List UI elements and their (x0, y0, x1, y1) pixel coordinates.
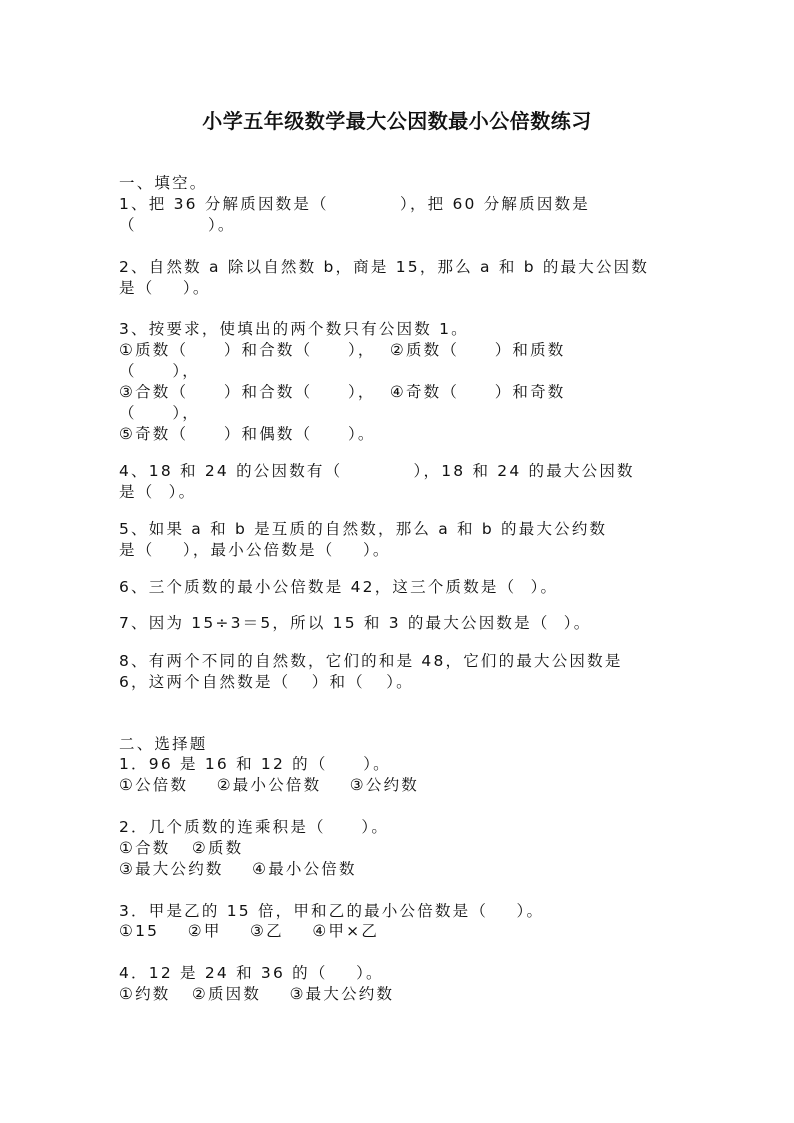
page-title: 小学五年级数学最大公因数最小公倍数练习 (202, 109, 592, 133)
text-line-c3-line1: 3．甲是乙的 15 倍，甲和乙的最小公倍数是（ ）。 (119, 902, 545, 920)
text-line-q3-line5: （ ）， (119, 404, 200, 422)
text-line-q3-line2: ①质数（ ）和合数（ ）， ②质数（ ）和质数 (119, 341, 566, 359)
text-line-q7: 7、因为 15÷3＝5，所以 15 和 3 的最大公因数是（ ）。 (119, 614, 592, 632)
text-line-q6: 6、三个质数的最小公倍数是 42，这三个质数是（ ）。 (119, 578, 559, 596)
text-line-q1-line2: （ ）。 (119, 216, 236, 234)
text-line-q4-line2: 是（ ）。 (119, 483, 197, 501)
text-line-c2-line1: 2．几个质数的连乘积是（ ）。 (119, 818, 390, 836)
text-line-q4-line1: 4、18 和 24 的公因数有（ ），18 和 24 的最大公因数 (119, 462, 635, 480)
text-line-q8-line2: 6，这两个自然数是（ ）和（ ）。 (119, 673, 414, 691)
text-line-q1-line1: 1、把 36 分解质因数是（ ），把 60 分解质因数是 (119, 195, 590, 213)
text-line-q5-line1: 5、如果 a 和 b 是互质的自然数，那么 a 和 b 的最大公约数 (119, 520, 608, 538)
text-line-c2-options2: ③最大公约数 ④最小公倍数 (119, 860, 357, 878)
text-line-q2-line2: 是（ ）。 (119, 279, 211, 297)
text-line-q3-line1: 3、按要求，使填出的两个数只有公因数 1。 (119, 320, 469, 338)
text-line-c2-options1: ①合数 ②质数 (119, 839, 244, 857)
text-line-q5-line2: 是（ ），最小公倍数是（ ）。 (119, 541, 391, 559)
text-line-q3-line6: ⑤奇数（ ）和偶数（ ）。 (119, 425, 376, 443)
text-line-q3-line4: ③合数（ ）和合数（ ）， ④奇数（ ）和奇数 (119, 383, 566, 401)
text-line-c4-options: ①约数 ②质因数 ③最大公约数 (119, 985, 395, 1003)
text-line-c1-line1: 1．96 是 16 和 12 的（ ）。 (119, 755, 391, 773)
text-line-c3-options: ①15 ②甲 ③乙 ④甲×乙 (119, 922, 380, 940)
text-line-q8-line1: 8、有两个不同的自然数，它们的和是 48，它们的最大公因数是 (119, 652, 623, 670)
text-line-sec1-heading: 一、填空。 (119, 174, 208, 192)
text-line-c4-line1: 4．12 是 24 和 36 的（ ）。 (119, 964, 384, 982)
text-line-q3-line3: （ ）， (119, 362, 200, 380)
text-line-c1-options: ①公倍数 ②最小公倍数 ③公约数 (119, 776, 420, 794)
text-line-sec2-heading: 二、选择题 (119, 735, 208, 753)
text-line-q2-line1: 2、自然数 a 除以自然数 b，商是 15，那么 a 和 b 的最大公因数 (119, 258, 650, 276)
